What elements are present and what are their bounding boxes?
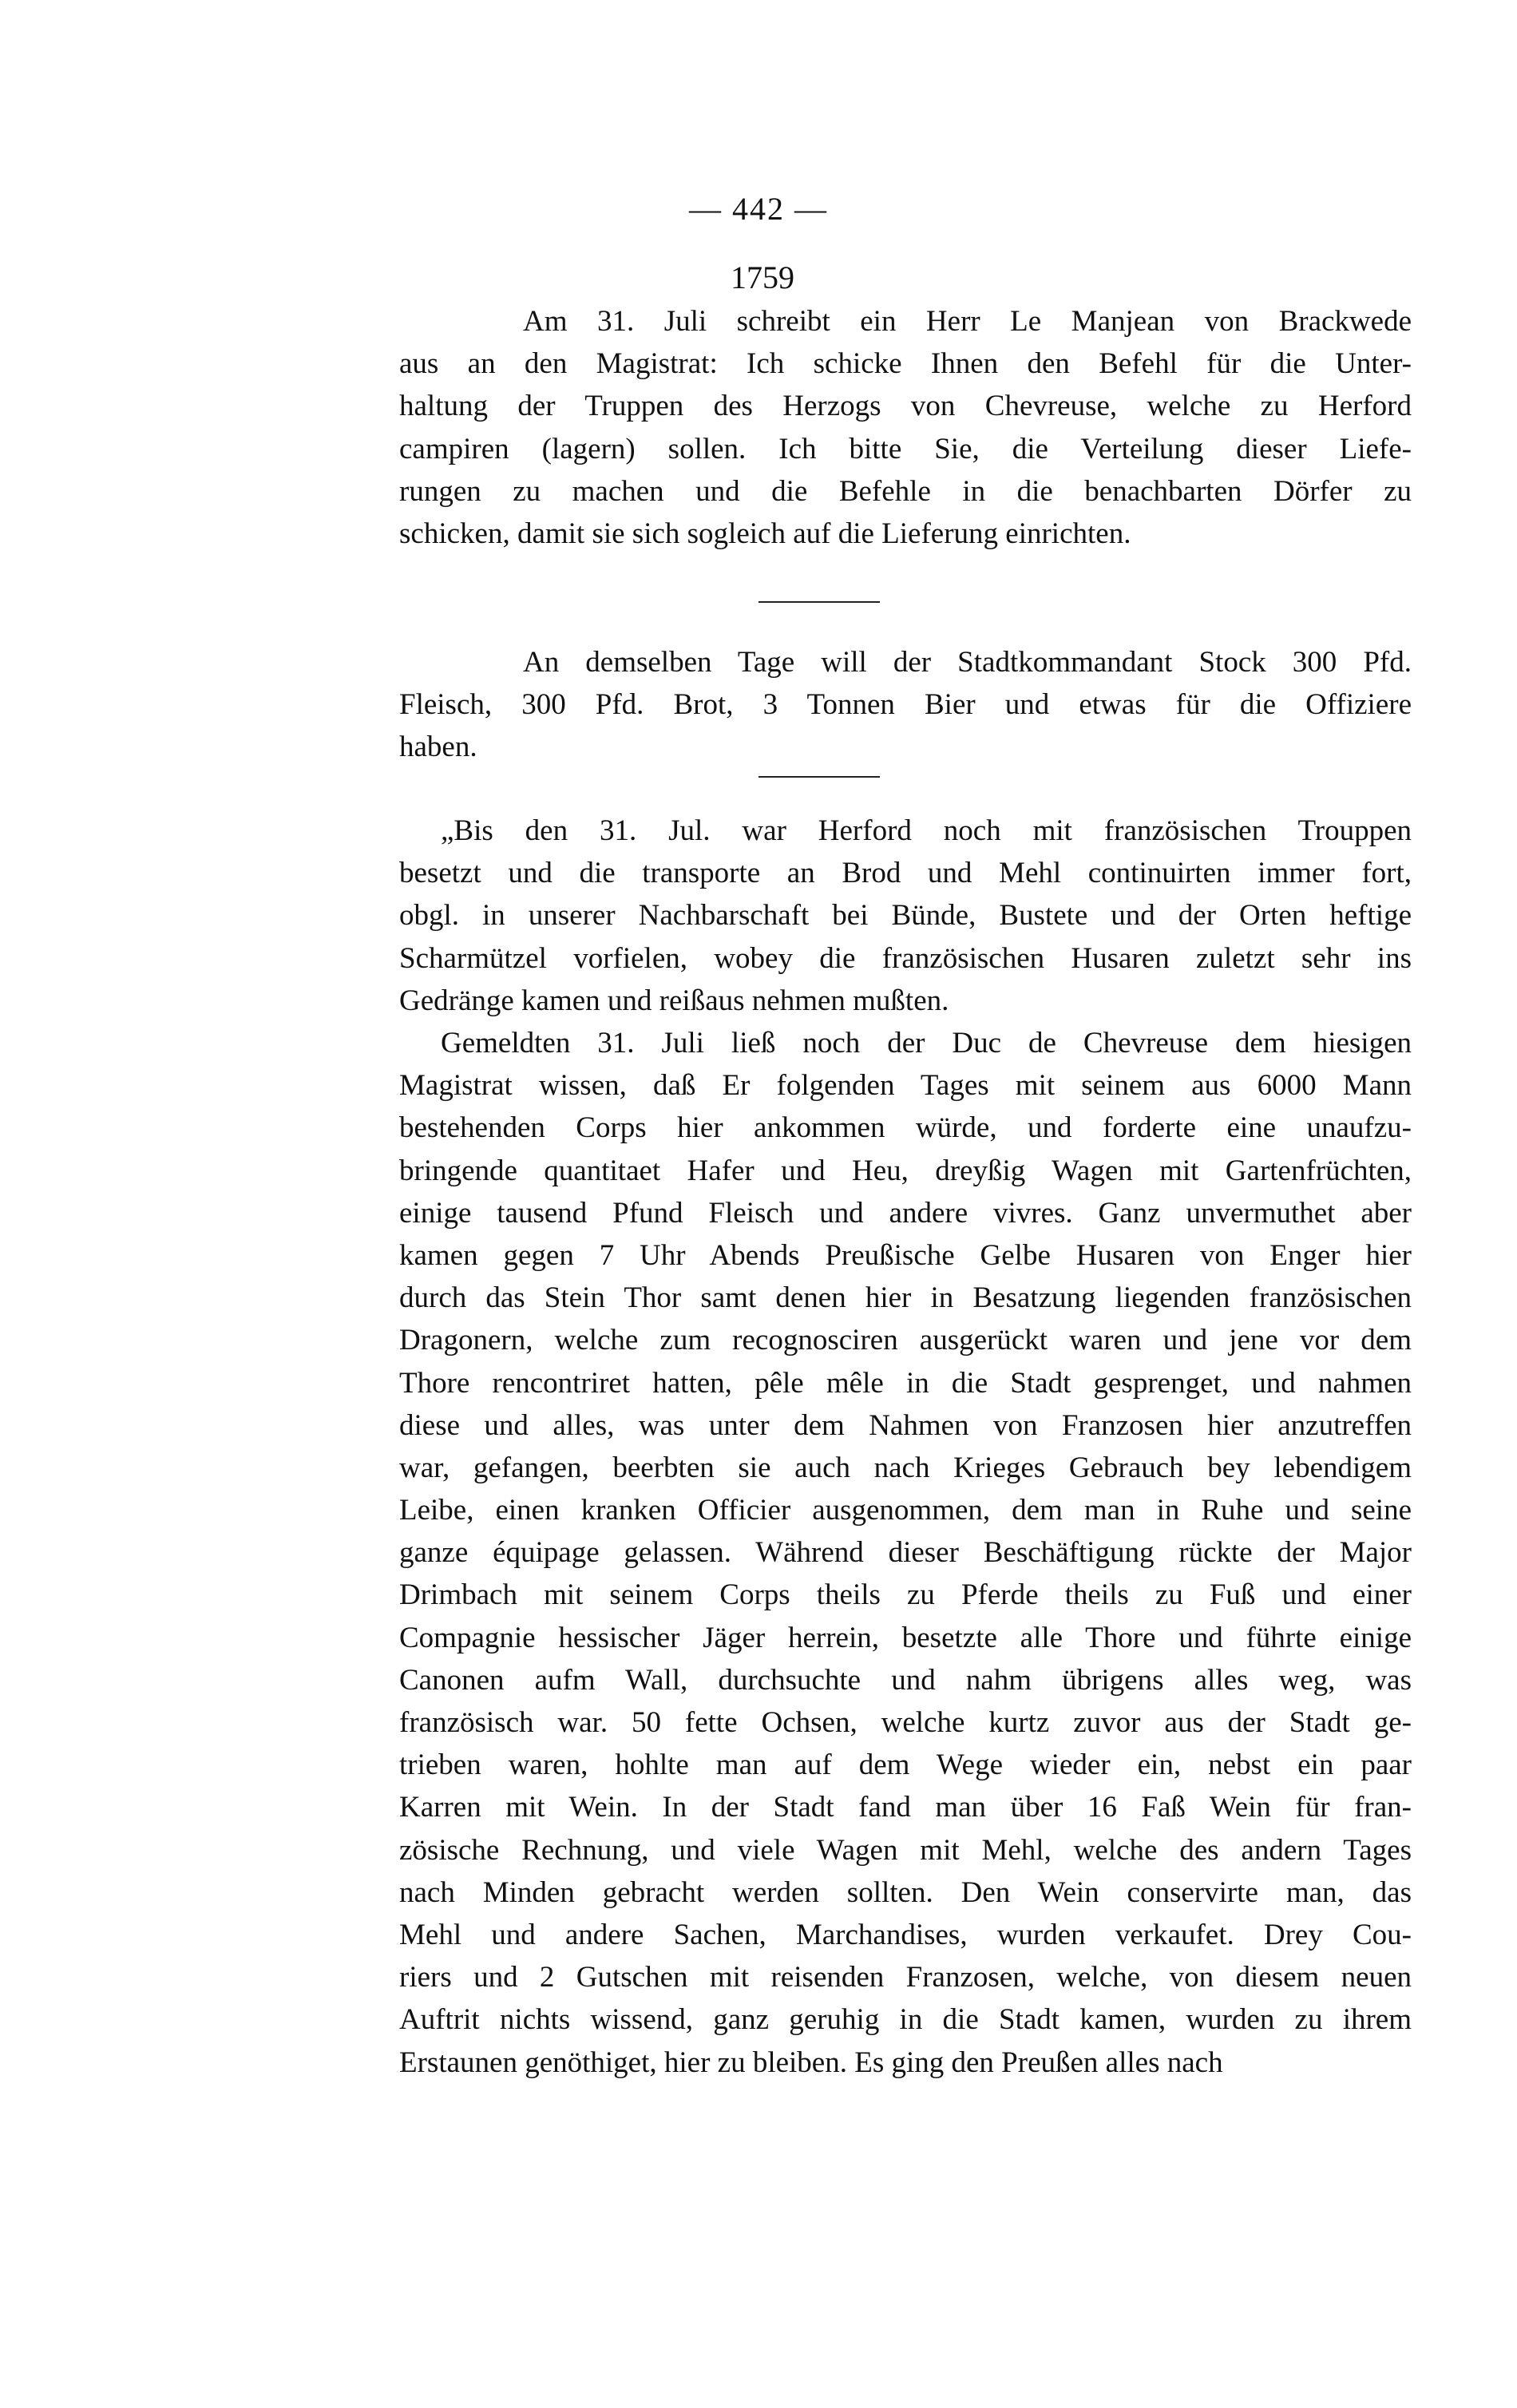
text-line: kamen gegen 7 Uhr Abends Preußische Gelbe Husaren von Enger hier — [399, 1238, 1412, 1272]
text-line: besetzt und die transporte an Brod und Mehl continuirten immer fort, — [399, 857, 1412, 890]
text-line: Thore rencontriret hatten, pêle mêle in die Stadt gesprenget, und nahmen — [399, 1366, 1412, 1400]
text-line: rungen zu machen und die Befehle in die benachbarten Dörfer zu — [399, 474, 1412, 508]
text-line: Karren mit Wein. In der Stadt fand man über 16 Faß Wein für fran- — [399, 1791, 1412, 1824]
paragraph-stadtkommandant — [399, 641, 1412, 769]
text-line: Am 31. Juli schreibt ein Herr Le Manjean von Brackwede — [523, 305, 1412, 338]
text-line: „Bis den 31. Jul. war Herford noch mit französischen Trouppen — [441, 814, 1412, 847]
text-line: durch das Stein Thor samt denen hier in Besatzung liegenden französischen — [399, 1281, 1412, 1315]
section-year-heading: 1759 — [731, 259, 794, 295]
text-line: Auftrit nichts wissend, ganz geruhig in die Stadt kamen, wurden zu ihrem — [399, 2003, 1412, 2037]
text-line: haben. — [399, 731, 477, 764]
paragraph-brackwede-letter — [399, 300, 1412, 555]
text-line: Magistrat wissen, daß Er folgenden Tages mit seinem aus 6000 Mann — [399, 1069, 1412, 1103]
text-line: zösische Rechnung, und viele Wagen mit Mehl, welche des andern Tages — [399, 1833, 1412, 1867]
text-line: Compagnie hessischer Jäger herrein, besetzte alle Thore und führte einige — [399, 1621, 1412, 1654]
text-line: Mehl und andere Sachen, Marchandises, wurden verkaufet. Drey Cou- — [399, 1918, 1412, 1951]
text-line: Canonen aufm Wall, durchsuchte und nahm übrigens alles weg, was — [399, 1663, 1412, 1697]
text-line: schicken, damit sie sich sogleich auf die Lieferung einrichten. — [399, 517, 1131, 550]
text-line: Scharmützel vorfielen, wobey die französischen Husaren zuletzt sehr ins — [399, 941, 1412, 975]
paragraph-quote-troops — [399, 810, 1412, 1022]
text-line: nach Minden gebracht werden sollten. Den Wein conservirte man, das — [399, 1875, 1412, 1909]
text-line: trieben waren, hohlte man auf dem Wege wieder ein, nebst ein paar — [399, 1749, 1412, 1782]
text-line: diese und alles, was unter dem Nahmen von Franzosen hier anzutreffen — [399, 1408, 1412, 1442]
text-line: Leibe, einen kranken Officier ausgenommen, dem man in Ruhe und seine — [399, 1494, 1412, 1527]
text-line: Gemeldten 31. Juli ließ noch der Duc de Chevreuse dem hiesigen — [441, 1027, 1412, 1059]
text-line: ganze équipage gelassen. Während dieser Beschäftigung rückte der Major — [399, 1536, 1412, 1570]
section-divider — [758, 601, 880, 603]
paragraph-duc-de-chevreuse — [399, 1022, 1412, 2084]
text-line: aus an den Magistrat: Ich schicke Ihnen den Befehl für die Unter- — [399, 347, 1412, 381]
text-line: bestehenden Corps hier ankommen würde, und forderte eine unaufzu- — [399, 1111, 1412, 1145]
text-line: Drimbach mit seinem Corps theils zu Pferde theils zu Fuß und einer — [399, 1578, 1412, 1612]
text-line: riers und 2 Gutschen mit reisenden Franzosen, welche, von diesem neuen — [399, 1961, 1412, 1994]
text-line: Erstaunen genöthiget, hier zu bleiben. Es ging den Preußen alles nach — [399, 2046, 1223, 2079]
text-line: Dragonern, welche zum recognosciren ausgerückt waren und jene vor dem — [399, 1324, 1412, 1357]
text-line: obgl. in unserer Nachbarschaft bei Bünde, Bustete und der Orten heftige — [399, 899, 1412, 933]
section-divider — [758, 776, 880, 778]
text-line: war, gefangen, beerbten sie auch nach Krieges Gebrauch bey lebendigem — [399, 1451, 1412, 1484]
text-line: bringende quantitaet Hafer und Heu, dreyßig Wagen mit Gartenfrüchten, — [399, 1154, 1412, 1187]
text-line: campiren (lagern) sollen. Ich bitte Sie, die Verteilung dieser Liefe- — [399, 432, 1412, 465]
page-number: — 442 — — [689, 191, 828, 227]
text-line: Fleisch, 300 Pfd. Brot, 3 Tonnen Bier und etwas für die Offiziere — [399, 688, 1412, 722]
text-line: haltung der Truppen des Herzogs von Chevreuse, welche zu Herford — [399, 390, 1412, 423]
text-line: Gedränge kamen und reißaus nehmen mußten. — [399, 984, 949, 1017]
text-line: einige tausend Pfund Fleisch und andere vivres. Ganz unvermuthet aber — [399, 1196, 1412, 1230]
text-line: An demselben Tage will der Stadtkommandant Stock 300 Pfd. — [523, 646, 1412, 679]
text-line: französisch war. 50 fette Ochsen, welche kurtz zuvor aus der Stadt ge- — [399, 1706, 1412, 1739]
